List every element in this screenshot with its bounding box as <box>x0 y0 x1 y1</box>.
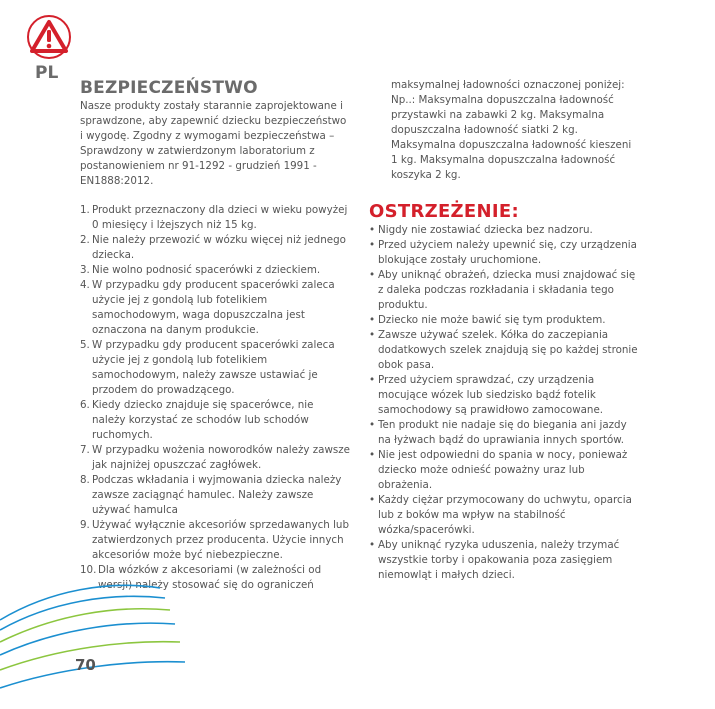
safety-list <box>80 203 350 593</box>
warning-item: • Zawsze używać szelek. Kółka do zaczepiania dodatkowych szelek znajdują się po każdej stronie obok pasa. <box>369 329 638 371</box>
language-code: PL <box>35 63 59 83</box>
warning-item: • Przed użyciem sprawdzać, czy urządzenia mocujące wózek lub siedzisko bądź fotelik samochodowy są prawidłowo zamocowane. <box>369 374 604 416</box>
decorative-swoosh <box>0 560 715 709</box>
warning-item: • Aby uniknąć ryzyka uduszenia, należy trzymać wszystkie torby i opakowania poza zasięgiem niemowląt i małych dzieci. <box>369 539 620 581</box>
right-column <box>369 78 639 583</box>
warning-item: • Nie jest odpowiedni do spania w nocy, ponieważ dziecko może odnieść poważny uraz lub obrażenia. <box>369 449 628 491</box>
warning-item: • Dziecko nie może bawić się tym produktem. <box>369 314 606 326</box>
list-item: 3. Nie wolno podnosić spacerówki z dzieckiem. <box>80 264 321 276</box>
list-item: 1. Produkt przeznaczony dla dzieci w wieku powyżej 0 miesięcy i lżejszych niż 15 kg. <box>80 204 348 231</box>
list-item: 5. W przypadku gdy producent spacerówki zaleca użycie jej z gondolą lub fotelikiem samochodowym, należy zawsze ustawiać je przodem do prowadzącego. <box>80 339 335 396</box>
warning-item: • Ten produkt nie nadaje się do biegania ani jazdy na łyżwach bądź do uprawiania innych sportów. <box>369 419 627 446</box>
list-item: 10. Dla wózków z akcesoriami (w zależności od wersji) należy stosować się do ograniczeń <box>80 564 322 591</box>
warning-triangle-icon <box>27 15 71 59</box>
intro-paragraph: Nasze produkty zostały starannie zaprojektowane i sprawdzone, aby zapewnić dziecku bezpieczeństwo i wygodę. Zgodny z wymogami bezpieczeństwa – Sprawdzony w zatwierdzonym laboratorium z postanowieniem nr 91-1292 - grudzień 1991 - EN1888:2012. <box>80 100 347 187</box>
safety-heading: BEZPIECZEŃSTWO <box>80 78 258 98</box>
page-number: 70 <box>75 656 96 674</box>
warning-heading: OSTRZEŻENIE: <box>369 201 519 222</box>
list-item: 4. W przypadku gdy producent spacerówki zaleca użycie jej z gondolą lub fotelikiem samochodowym, waga dopuszczalna jest oznaczona na danym produkcie. <box>80 279 335 336</box>
list-item-continuation: maksymalnej ładowności oznaczonej poniżej: Np..: Maksymalna dopuszczalna ładowność przystawki na zabawki 2 kg. Maksymalna dopuszczalna ładowność siatki 2 kg. Maksymalna dopuszczalna ładowność kieszeni 1 kg. Maksymalna dopuszczalna ładowność koszyka 2 kg. <box>391 79 632 181</box>
warning-item: • Przed użyciem należy upewnić się, czy urządzenia blokujące zostały uruchomione. <box>369 239 637 266</box>
warning-item: • Aby uniknąć obrażeń, dziecka musi znajdować się z daleka podczas rozkładania i składania tego produktu. <box>369 269 636 311</box>
list-item: 8. Podczas wkładania i wyjmowania dziecka należy zawsze zaciągnąć hamulec. Należy zawsze używać hamulca <box>80 474 342 516</box>
warning-list <box>369 223 639 583</box>
list-item: 7. W przypadku wożenia noworodków należy zawsze jak najniżej opuszczać zagłówek. <box>80 444 351 471</box>
list-item: 6. Kiedy dziecko znajduje się spacerówce, nie należy korzystać ze schodów lub schodów ruchomych. <box>80 399 314 441</box>
warning-item: • Każdy ciężar przymocowany do uchwytu, oparcia lub z boków ma wpływ na stabilność wózka/spacerówki. <box>369 494 632 536</box>
left-column <box>80 78 350 593</box>
warning-item: • Nigdy nie zostawiać dziecka bez nadzoru. <box>369 224 593 236</box>
list-item: 9. Używać wyłącznie akcesoriów sprzedawanych lub zatwierdzonych przez producenta. Użycie innych akcesoriów może być niebezpieczne. <box>80 519 349 561</box>
list-item: 2. Nie należy przewozić w wózku więcej niż jednego dziecka. <box>80 234 346 261</box>
